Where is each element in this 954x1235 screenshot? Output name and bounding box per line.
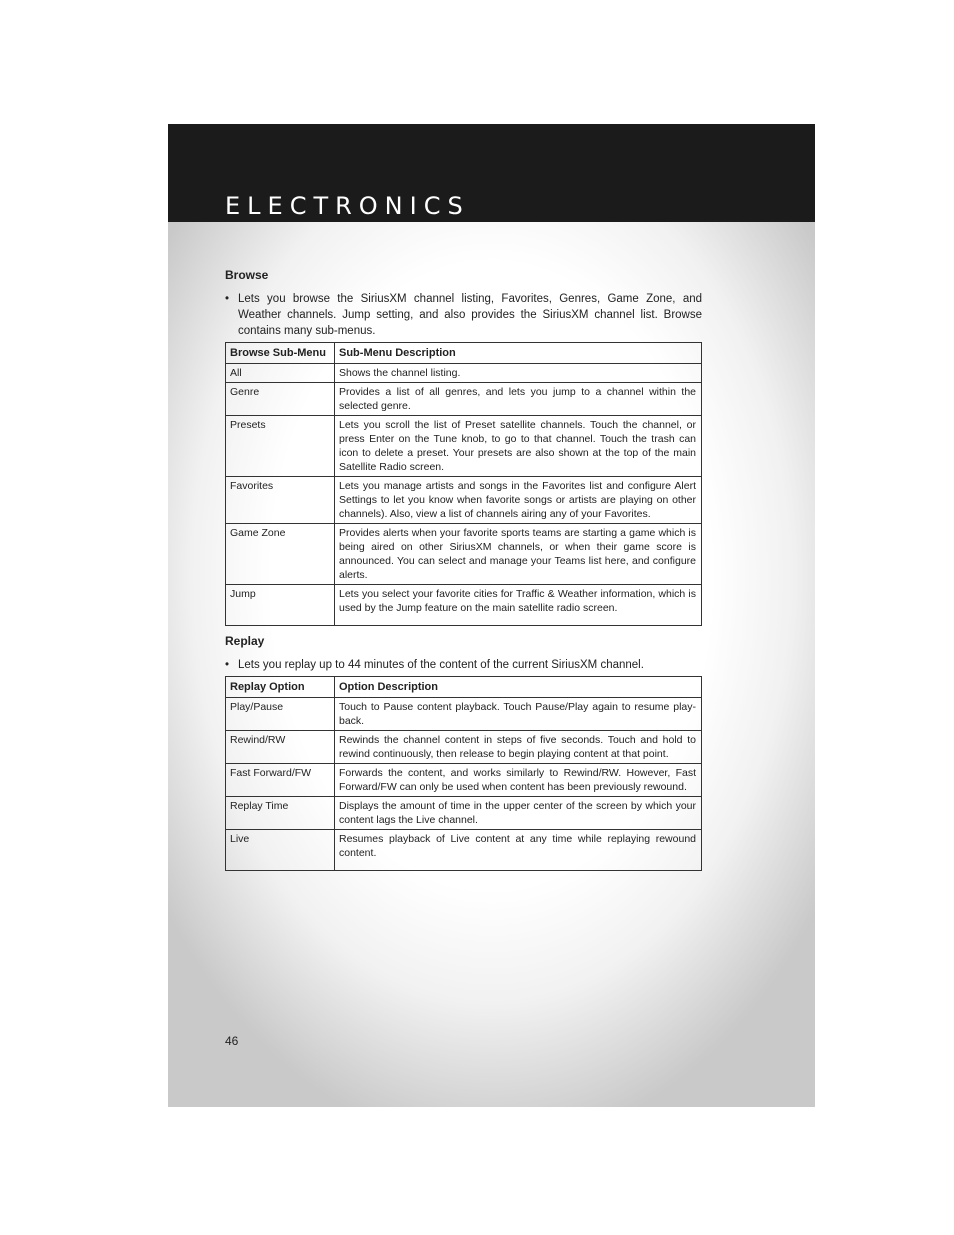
table-row [226,524,702,585]
table-row [226,477,702,524]
table-row [226,383,702,416]
replay-option: Play/Pause [226,698,335,731]
submenu-name: Presets [226,416,335,477]
replay-bullet-text: Lets you replay up to 44 minutes of the content of the current SiriusXM channel. [238,659,644,671]
submenu-description: Lets you manage artists and songs in the Favorites list and configure Alert Settings to let you know when favorite songs or artists are playing on other channels). Also, view a list of channels airing any of your Favorites. [335,477,702,524]
replay-description: Touch to Pause content playback. Touch Pause/Play again to resume play-back. [335,698,702,731]
replay-table [225,676,702,871]
table-row [226,416,702,477]
table-row [226,830,702,871]
submenu-name: Genre [226,383,335,416]
column-header: Replay Option [226,677,335,698]
submenu-name: Favorites [226,477,335,524]
submenu-description: Shows the channel listing. [335,364,702,383]
table-header-row [226,343,702,364]
submenu-name: Game Zone [226,524,335,585]
table-header-row [226,677,702,698]
column-header: Sub-Menu Description [335,343,702,364]
submenu-description: Provides alerts when your favorite sports teams are starting a game which is being aired on other SiriusXM channels, or when their game score is announced. You can select and manage your Teams list here, and configure alerts. [335,524,702,585]
table-row [226,797,702,830]
bullet-icon: • [225,659,230,671]
submenu-name: All [226,364,335,383]
replay-description: Resumes playback of Live content at any time while replaying rewound content. [335,830,702,871]
replay-option: Rewind/RW [226,731,335,764]
column-header: Option Description [335,677,702,698]
table-row [226,731,702,764]
table-row [226,585,702,626]
replay-heading: Replay [225,634,265,648]
browse-heading: Browse [225,268,269,282]
replay-description: Forwards the content, and works similarly to Rewind/RW. However, Fast Forward/FW can only be used when content has been previously rewound. [335,764,702,797]
table-row [226,364,702,383]
submenu-description: Lets you select your favorite cities for Traffic & Weather information, which is used by the Jump feature on the main satellite radio screen. [335,585,702,626]
submenu-description: Provides a list of all genres, and lets you jump to a channel within the selected genre. [335,383,702,416]
submenu-description: Lets you scroll the list of Preset satellite channels. Touch the channel, or press Enter on the Tune knob, to go to that channel. Touch the trash can icon to delete a preset. Your presets are also shown at the top of the main Satellite Radio screen. [335,416,702,477]
table-row [226,764,702,797]
section-title: ELECTRONICS [225,192,470,220]
browse-bullet-text: Lets you browse the SiriusXM channel listing, Favorites, Genres, Game Zone, and Weather channels. Jump setting, and also provides the SiriusXM channel list. Browse contains many sub-menus. [238,293,702,337]
manual-page [168,124,815,1107]
browse-bullet [225,291,702,339]
column-header: Browse Sub-Menu [226,343,335,364]
replay-description: Displays the amount of time in the upper center of the screen by which your content lags the Live channel. [335,797,702,830]
replay-description: Rewinds the channel content in steps of five seconds. Touch and hold to rewind continuously, then release to begin playing content at that point. [335,731,702,764]
browse-table [225,342,702,626]
submenu-name: Jump [226,585,335,626]
table-row [226,698,702,731]
replay-bullet [225,657,702,673]
header-band [168,124,815,222]
replay-option: Replay Time [226,797,335,830]
replay-option: Fast Forward/FW [226,764,335,797]
replay-option: Live [226,830,335,871]
page-number: 46 [225,1034,239,1048]
bullet-icon: • [225,293,230,305]
